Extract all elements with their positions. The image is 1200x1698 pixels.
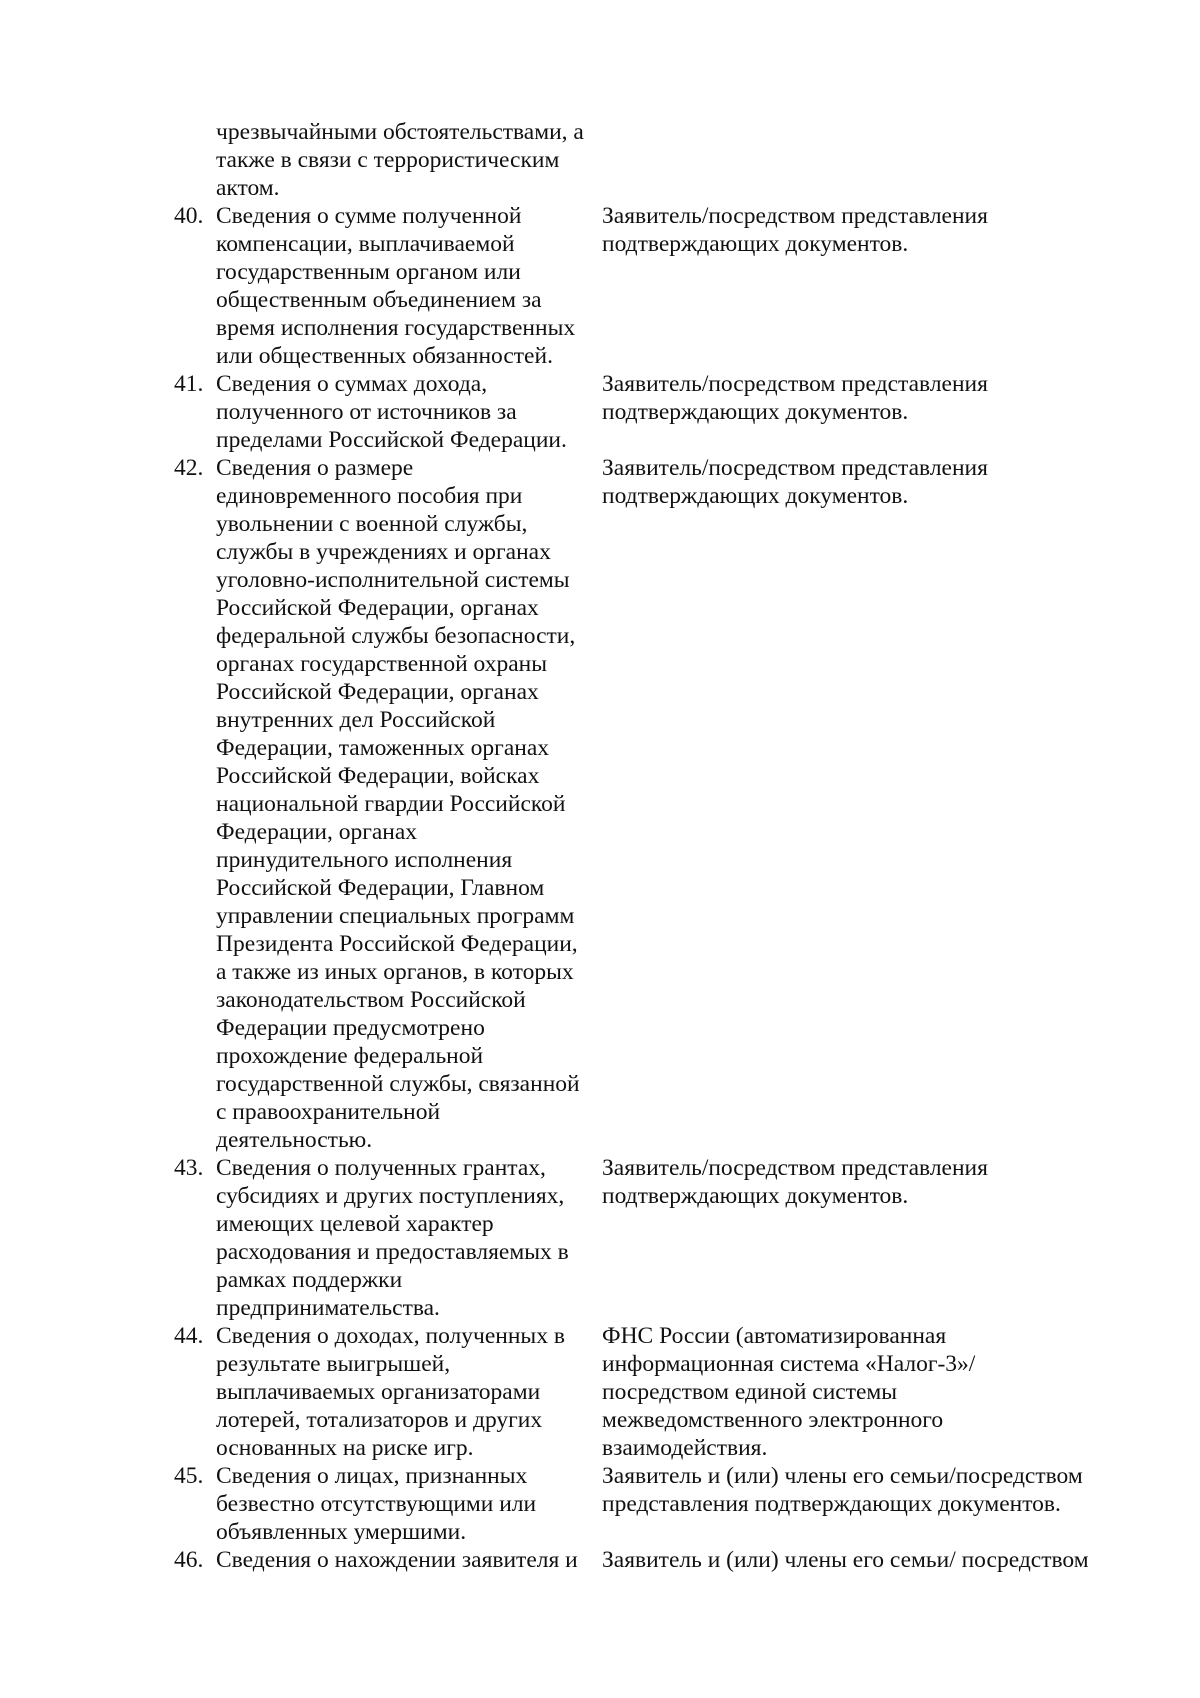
source-line: межведомственного электронного xyxy=(602,1407,944,1433)
description-line: внутренних дел Российской xyxy=(216,707,496,733)
item-number: 44. xyxy=(174,1323,204,1349)
description-line: Российской Федерации, войсках xyxy=(216,763,540,789)
description-line: основанных на риске игр. xyxy=(216,1435,474,1461)
description-line: объявленных умершими. xyxy=(216,1519,467,1545)
description-line: управлении специальных программ xyxy=(216,903,575,929)
description-line: органах государственной охраны xyxy=(216,651,548,677)
source-line: представления подтверждающих документов. xyxy=(602,1491,1061,1517)
description-line: имеющих целевой характер xyxy=(216,1211,494,1237)
description-line: безвестно отсутствующими или xyxy=(216,1491,537,1517)
description-line: прохождение федеральной xyxy=(216,1043,484,1069)
item-number: 42. xyxy=(174,455,204,481)
source-line: посредством единой системы xyxy=(602,1379,898,1405)
description-line: законодательством Российской xyxy=(216,987,526,1013)
description-line: пределами Российской Федерации. xyxy=(216,427,567,453)
source-line: Заявитель/посредством представления xyxy=(602,455,988,481)
source-line: Заявитель/посредством представления xyxy=(602,1155,988,1181)
description-line: с правоохранительной xyxy=(216,1099,441,1125)
description-line: лотерей, тотализаторов и других xyxy=(216,1407,543,1433)
description-line: Сведения о нахождении заявителя и xyxy=(216,1547,578,1573)
description-line: время исполнения государственных xyxy=(216,315,576,341)
description-line: Сведения о доходах, полученных в xyxy=(216,1323,565,1349)
item-number: 43. xyxy=(174,1155,204,1181)
description-line: государственным органом или xyxy=(216,259,521,285)
item-number: 46. xyxy=(174,1547,204,1573)
description-line: актом. xyxy=(216,175,280,201)
description-line: Российской Федерации, Главном xyxy=(216,875,545,901)
description-line: государственной службы, связанной xyxy=(216,1071,580,1097)
description-line: уголовно-исполнительной системы xyxy=(216,567,570,593)
description-line: рамках поддержки xyxy=(216,1267,403,1293)
description-line: расходования и предоставляемых в xyxy=(216,1239,569,1265)
description-line: чрезвычайными обстоятельствами, а xyxy=(216,119,584,145)
description-line: принудительного исполнения xyxy=(216,847,513,873)
description-line: Сведения о размере xyxy=(216,455,414,481)
description-line: Сведения о суммах дохода, xyxy=(216,371,488,397)
source-line: подтверждающих документов. xyxy=(602,1183,909,1209)
description-line: компенсации, выплачиваемой xyxy=(216,231,515,257)
description-line: Сведения о лицах, признанных xyxy=(216,1463,528,1489)
description-line: деятельностью. xyxy=(216,1127,373,1153)
description-line: общественным объединением за xyxy=(216,287,542,313)
source-line: Заявитель и (или) члены его семьи/посредством xyxy=(602,1463,1083,1489)
description-line: Федерации, органах xyxy=(216,819,418,845)
source-line: ФНС России (автоматизированная xyxy=(602,1323,947,1349)
source-line: подтверждающих документов. xyxy=(602,231,909,257)
source-line: подтверждающих документов. xyxy=(602,483,909,509)
item-number: 41. xyxy=(174,371,204,397)
description-line: выплачиваемых организаторами xyxy=(216,1379,541,1405)
source-line: Заявитель/посредством представления xyxy=(602,203,988,229)
description-line: Федерации предусмотрено xyxy=(216,1015,485,1041)
description-line: единовременного пособия при xyxy=(216,483,523,509)
description-line: или общественных обязанностей. xyxy=(216,343,553,369)
description-line: Сведения о сумме полученной xyxy=(216,203,522,229)
source-line: Заявитель и (или) члены его семьи/ посредством xyxy=(602,1547,1089,1573)
description-line: Российской Федерации, органах xyxy=(216,595,539,621)
description-line: также в связи с террористическим xyxy=(216,147,560,173)
item-number: 40. xyxy=(174,203,204,229)
description-line: а также из иных органов, в которых xyxy=(216,959,574,985)
description-line: федеральной службы безопасности, xyxy=(216,623,576,649)
description-line: Президента Российской Федерации, xyxy=(216,931,578,957)
description-line: результате выигрышей, xyxy=(216,1351,451,1377)
source-line: взаимодействия. xyxy=(602,1435,768,1461)
description-line: увольнении с военной службы, xyxy=(216,511,528,537)
description-line: Федерации, таможенных органах xyxy=(216,735,550,761)
description-line: национальной гвардии Российской xyxy=(216,791,566,817)
description-line: предпринимательства. xyxy=(216,1295,440,1321)
description-line: Российской Федерации, органах xyxy=(216,679,539,705)
item-number: 45. xyxy=(174,1463,204,1489)
description-line: субсидиях и других поступлениях, xyxy=(216,1183,565,1209)
source-line: Заявитель/посредством представления xyxy=(602,371,988,397)
description-line: Сведения о полученных грантах, xyxy=(216,1155,546,1181)
source-line: информационная система «Налог-3»/ xyxy=(602,1351,976,1377)
description-line: полученного от источников за xyxy=(216,399,517,425)
source-line: подтверждающих документов. xyxy=(602,399,909,425)
description-line: службы в учреждениях и органах xyxy=(216,539,551,565)
